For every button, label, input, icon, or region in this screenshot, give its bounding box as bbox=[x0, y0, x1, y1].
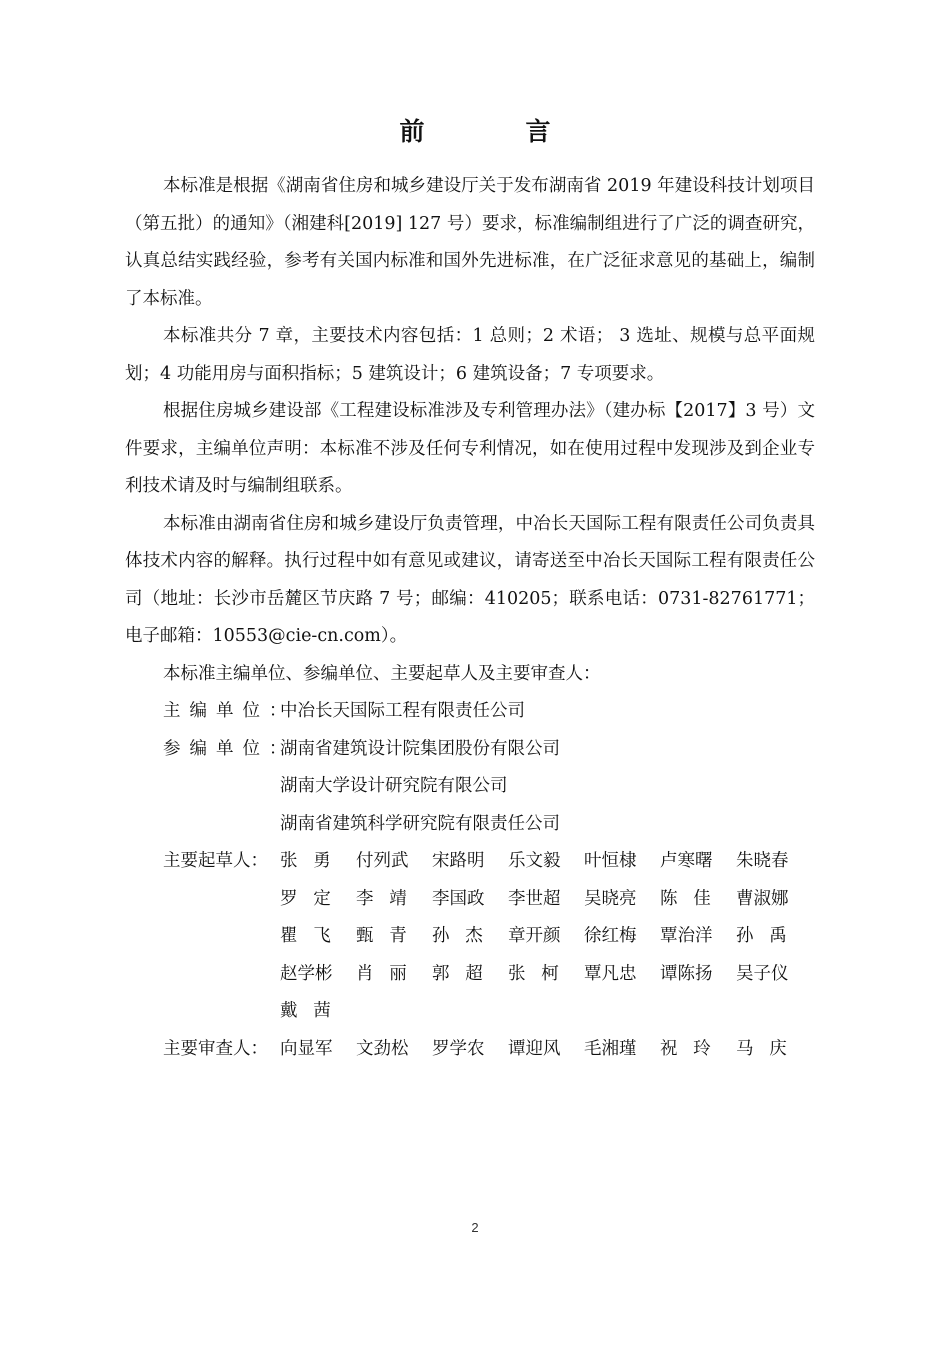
drafter-name: 罗定 bbox=[280, 888, 347, 909]
participating-unit: 湖南省建筑科学研究院有限责任公司 bbox=[280, 813, 560, 834]
reviewers-block bbox=[125, 1031, 815, 1069]
drafter-name: 李世超 bbox=[508, 888, 561, 909]
drafter-name: 曹淑娜 bbox=[736, 888, 789, 909]
drafter-name: 宋路明 bbox=[432, 851, 485, 871]
drafter-name: 戴茜 bbox=[280, 1001, 347, 1021]
drafter-name: 张柯 bbox=[508, 963, 575, 984]
paragraph-management: 本标准由湖南省住房和城乡建设厅负责管理，中冶长天国际工程有限责任公司负责具体技术内容的解释。执行过程中如有意见或建议，请寄送至中冶长天国际工程有限责任公司（地址：长沙市岳麓区节庆路 7 号；邮编：410205；联系电话：0731-82761771；电子邮箱：10553@cie-cn.com）。 bbox=[125, 513, 815, 646]
chief-unit-label: 主编单位： bbox=[163, 701, 296, 721]
drafter-name: 乐文毅 bbox=[508, 851, 561, 871]
drafter-name: 陈佳 bbox=[660, 888, 727, 909]
drafter-name: 赵学彬 bbox=[280, 963, 333, 984]
drafter-name: 付列武 bbox=[356, 851, 409, 871]
participating-unit-row-3 bbox=[125, 806, 815, 844]
drafter-name: 肖丽 bbox=[356, 963, 423, 984]
units-intro: 本标准主编单位、参编单位、主要起草人及主要审查人： bbox=[163, 663, 601, 684]
drafter-name: 甄青 bbox=[356, 926, 423, 946]
paragraph-basis: 本标准是根据《湖南省住房和城乡建设厅关于发布湖南省 2019 年建设科技计划项目（第五批）的通知》（湘建科[2019] 127 号）要求，标准编制组进行了广泛的调查研究，认真总结实践经验，参考有关国内标准和国外先进标准，在广泛征求意见的基础上，编制了本标准。 bbox=[125, 176, 815, 309]
reviewer-name: 毛湘瑾 bbox=[584, 1038, 637, 1059]
page-title: 前 言 bbox=[399, 117, 589, 146]
reviewer-name: 向显军 bbox=[280, 1038, 333, 1059]
drafter-name: 郭超 bbox=[432, 963, 499, 984]
drafter-name: 李靖 bbox=[356, 888, 423, 909]
drafter-name: 徐红梅 bbox=[584, 926, 637, 946]
drafters-label: 主要起草人： bbox=[163, 851, 268, 871]
drafter-name: 卢寒曙 bbox=[660, 851, 713, 871]
drafters-list bbox=[280, 843, 815, 1031]
drafter-name: 覃治洋 bbox=[660, 926, 713, 946]
page-number: 2 bbox=[471, 1220, 479, 1235]
drafter-name: 谭陈扬 bbox=[660, 963, 713, 984]
drafter-name: 张勇 bbox=[280, 851, 347, 871]
reviewer-name: 马庆 bbox=[736, 1038, 803, 1059]
participating-unit-row-1 bbox=[125, 731, 815, 769]
participating-unit: 湖南省建筑设计院集团股份有限公司 bbox=[280, 738, 560, 759]
participating-unit: 湖南大学设计研究院有限公司 bbox=[280, 776, 508, 796]
drafter-name: 朱晓春 bbox=[736, 851, 789, 871]
participating-units-label: 参编单位： bbox=[163, 738, 296, 759]
drafter-name: 瞿飞 bbox=[280, 926, 347, 946]
paragraph-contents: 本标准共分 7 章，主要技术内容包括：1 总则；2 术语； 3 选址、规模与总平面规划；4 功能用房与面积指标；5 建筑设计；6 建筑设备；7 专项要求。 bbox=[125, 326, 815, 384]
reviewer-name: 文劲松 bbox=[356, 1038, 409, 1059]
drafter-name: 李国政 bbox=[432, 888, 485, 909]
reviewers-list bbox=[280, 1031, 815, 1069]
drafter-name: 覃凡忠 bbox=[584, 963, 637, 984]
reviewers-label: 主要审查人： bbox=[163, 1038, 268, 1059]
drafter-name: 吴子仪 bbox=[736, 963, 789, 984]
drafter-name: 章开颜 bbox=[508, 926, 561, 946]
participating-unit-row-2 bbox=[125, 768, 815, 806]
reviewer-name: 谭迎风 bbox=[508, 1038, 561, 1059]
chief-unit-value: 中冶长天国际工程有限责任公司 bbox=[280, 701, 525, 721]
paragraph-patent: 根据住房城乡建设部《工程建设标准涉及专利管理办法》（建办标【2017】3 号）文件要求，主编单位声明：本标准不涉及任何专利情况，如在使用过程中发现涉及到企业专利技术请及时与编制组联系。 bbox=[125, 401, 815, 496]
drafter-name: 叶恒棣 bbox=[584, 851, 637, 871]
drafter-name: 孙禹 bbox=[736, 926, 803, 946]
chief-unit-row bbox=[125, 693, 815, 731]
reviewer-name: 罗学农 bbox=[432, 1038, 485, 1059]
drafter-name: 孙杰 bbox=[432, 926, 499, 946]
drafter-name: 吴晓亮 bbox=[584, 888, 637, 909]
reviewer-name: 祝玲 bbox=[660, 1038, 727, 1059]
preface-body bbox=[125, 168, 815, 1068]
drafters-block bbox=[125, 843, 815, 1031]
